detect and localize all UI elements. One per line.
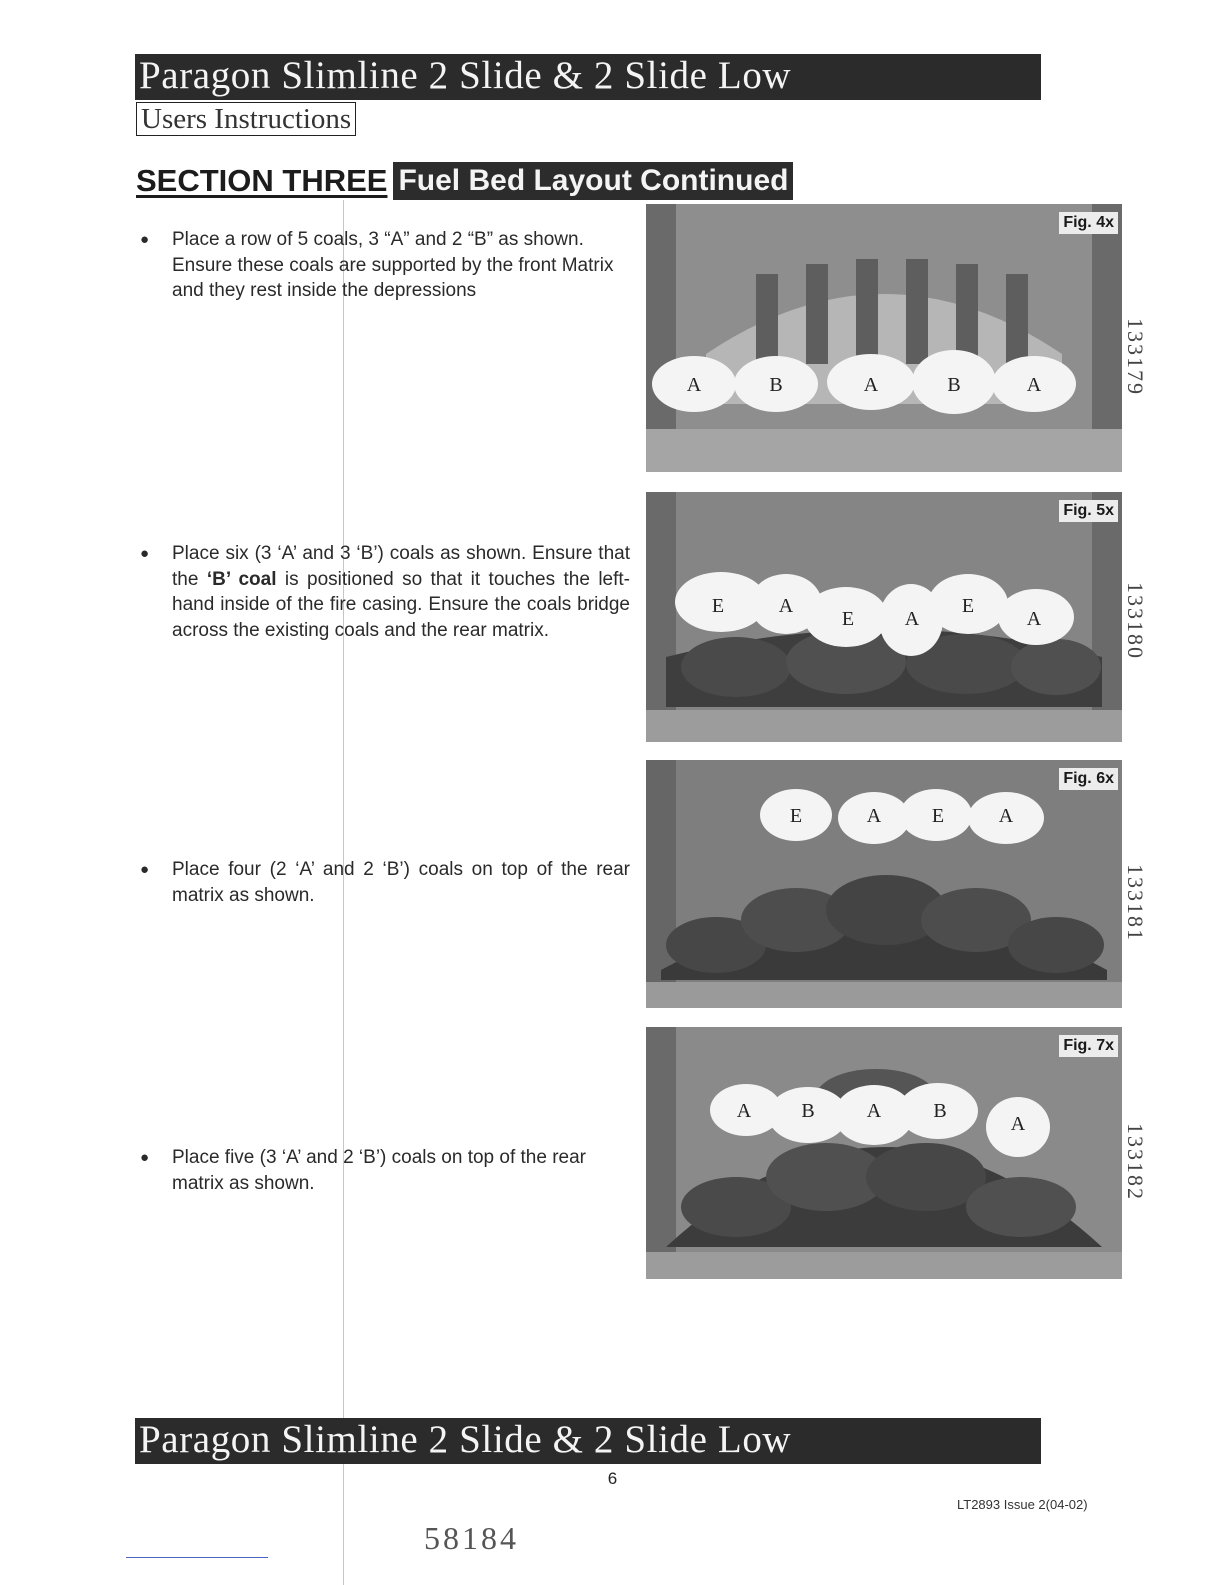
coal-label: A: [1026, 374, 1042, 396]
coal-label: A: [998, 805, 1014, 827]
coal-label: B: [947, 374, 961, 396]
figure-photo-4x: [646, 204, 1122, 472]
fuel-bed-illustration: [646, 204, 1122, 472]
page-number: 6: [607, 1469, 618, 1488]
coal-label: B: [933, 1100, 947, 1122]
bullet-icon: ●: [140, 861, 150, 878]
coal-label: A: [1026, 608, 1042, 630]
figure-code-7x: 133182: [1123, 1123, 1148, 1201]
footer-banner: Paragon Slimline 2 Slide & 2 Slide Low: [135, 1418, 1041, 1464]
instruction-step-4: [140, 1145, 630, 1196]
bullet-icon: ●: [140, 545, 150, 562]
figure-photo-5x: [646, 492, 1122, 742]
document-reference: LT2893 Issue 2(04-02): [957, 1497, 1088, 1512]
coal-label: E: [961, 595, 975, 617]
coal-label: A: [686, 374, 702, 396]
figure-label: Fig. 5x: [1059, 500, 1118, 522]
section-header: [136, 160, 793, 200]
coal-label: E: [711, 595, 725, 617]
instruction-text: Place six (3 ‘A’ and 3 ‘B’) coals as shown. Ensure that the ‘B’ coal is positioned so that it touches the left-hand inside of the fire casing. Ensure the coals bridge across the existing coals and the rear matrix.: [172, 543, 631, 641]
figure-label: Fig. 7x: [1059, 1035, 1118, 1057]
instruction-step-3: [140, 857, 630, 908]
figure-photo-7x: [646, 1027, 1122, 1279]
coal-label: A: [778, 595, 794, 617]
coal-label: A: [866, 1100, 882, 1122]
coal-label: A: [904, 608, 920, 630]
figure-code-6x: 133181: [1123, 864, 1148, 942]
instruction-step-2: [140, 541, 630, 643]
coal-label: A: [866, 805, 882, 827]
coal-label: B: [801, 1100, 815, 1122]
coal-label: A: [1010, 1113, 1026, 1135]
section-label: SECTION THREE: [136, 163, 388, 198]
coal-label: A: [863, 374, 879, 396]
emphasis-b-coal: ‘B’ coal: [206, 568, 277, 590]
link-underline: [126, 1557, 268, 1558]
figure-code-4x: 133179: [1123, 318, 1148, 396]
document-subtitle: Users Instructions: [136, 102, 356, 136]
fuel-bed-illustration: [646, 760, 1122, 1008]
fuel-bed-illustration: [646, 492, 1122, 742]
header-banner: Paragon Slimline 2 Slide & 2 Slide Low: [135, 54, 1041, 100]
fuel-bed-illustration: [646, 1027, 1122, 1279]
stamp-number: 58184: [424, 1520, 519, 1556]
figure-photo-6x: [646, 760, 1122, 1008]
instruction-text: Place a row of 5 coals, 3 “A” and 2 “B” as shown. Ensure these coals are supported by the front Matrix and they rest inside the depressions: [172, 229, 614, 301]
instruction-text: Place five (3 ‘A’ and 2 ‘B’) coals on top of the rear matrix as shown.: [172, 1147, 586, 1194]
figure-label: Fig. 6x: [1059, 768, 1118, 790]
coal-label: E: [841, 608, 855, 630]
section-heading: Fuel Bed Layout Continued: [393, 162, 793, 200]
coal-label: E: [789, 805, 803, 827]
figure-label: Fig. 4x: [1059, 212, 1118, 234]
coal-label: E: [931, 805, 945, 827]
bullet-icon: ●: [140, 231, 150, 248]
instruction-step-1: [140, 227, 630, 304]
coal-label: A: [736, 1100, 752, 1122]
instruction-text: Place four (2 ‘A’ and 2 ‘B’) coals on top of the rear matrix as shown.: [172, 859, 630, 906]
figure-code-5x: 133180: [1123, 582, 1148, 660]
coal-label: B: [769, 374, 783, 396]
bullet-icon: ●: [140, 1149, 150, 1166]
